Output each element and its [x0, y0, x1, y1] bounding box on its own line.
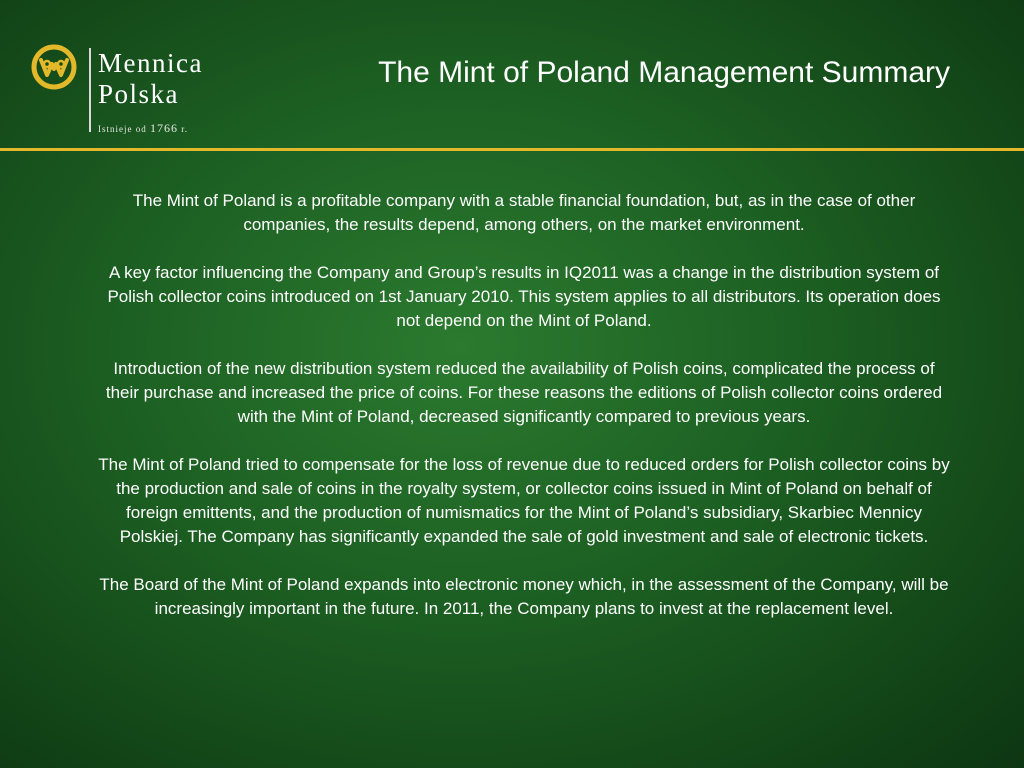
- logo-since-prefix: Istnieje od: [98, 124, 147, 134]
- summary-paragraph: The Board of the Mint of Poland expands into electronic money which, in the assessment of the Company, will be increasingly important in the future. In 2011, the Company plans to invest at the replacement level.: [99, 575, 949, 618]
- summary-body: [96, 189, 952, 645]
- summary-paragraph: A key factor influencing the Company and Group’s results in IQ2011 was a change in the distribution system of Polish collector coins introduced on 1st January 2010. This system applies to all distributors. Its operation does not depend on the Mint of Poland.: [107, 263, 941, 330]
- logo-wordmark-line2: Polska: [98, 79, 180, 109]
- header-divider: [0, 148, 1024, 151]
- logo-tagline: [98, 121, 188, 136]
- slide-title: The Mint of Poland Management Summary: [378, 56, 950, 89]
- logo-wordmark-line1: Mennica: [98, 48, 203, 78]
- summary-paragraph: The Mint of Poland is a profitable company with a stable financial foundation, but, as in the case of other companies, the results depend, among others, on the market environment.: [132, 191, 916, 234]
- logo-since-suffix: r.: [181, 124, 189, 134]
- summary-paragraph: The Mint of Poland tried to compensate for the loss of revenue due to reduced orders for Polish collector coins by the production and sale of coins in the royalty system, or collector coins issued in Mint of Poland on behalf of foreign emittents, and the production of numismatics for the Mint of Poland’s subsidiary, Skarbiec Mennicy Polskiej. The Company has significantly expanded the sale of gold investment and sale of electronic tickets.: [98, 455, 950, 546]
- slide-header: [0, 0, 1024, 150]
- logo-since-year: 1766: [150, 121, 178, 135]
- logo-divider: [89, 48, 91, 132]
- mint-emblem-icon: [31, 44, 77, 90]
- summary-paragraph: Introduction of the new distribution system reduced the availability of Polish coins, complicated the process of their purchase and increased the price of coins. For these reasons the editions of Polish collector coins ordered with the Mint of Poland, decreased significantly compared to previous years.: [105, 359, 943, 426]
